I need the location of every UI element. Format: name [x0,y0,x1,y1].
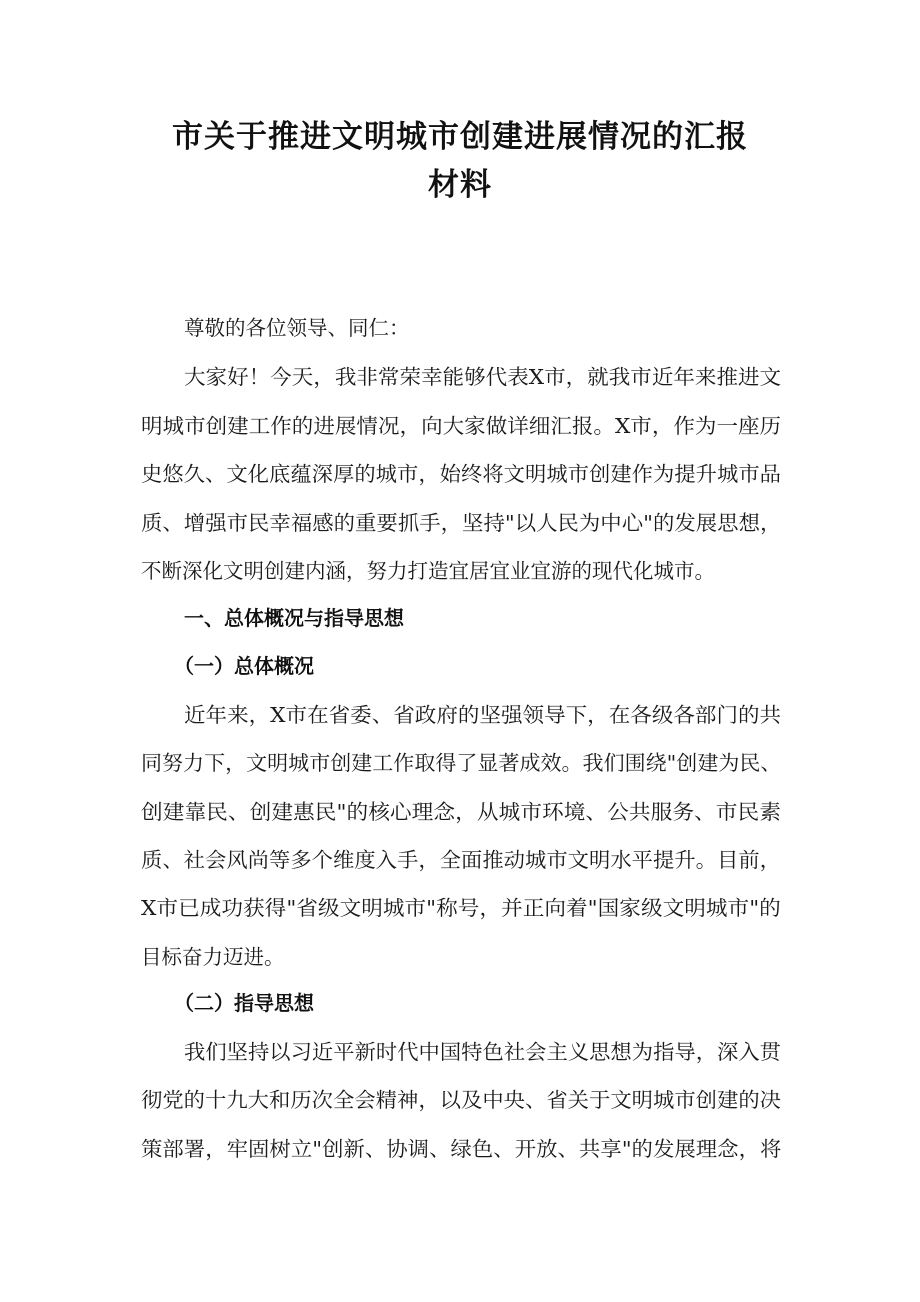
sub1-line-1: 近年来，X市在省委、省政府的坚强领导下，在各级各部门的共 [184,703,782,727]
sub2-line-1: 我们坚持以习近平新时代中国特色社会主义思想为指导，深入贯 [184,1040,781,1064]
sub1-line-6: 目标奋力迈进。 [141,945,285,969]
intro-line-2: 明城市创建工作的进展情况，向大家做详细汇报。X市，作为一座历 [141,414,782,438]
intro-line-3: 史悠久、文化底蕴深厚的城市，始终将文明城市创建作为提升城市品 [141,462,781,486]
sub1-line-2: 同努力下，文明城市创建工作取得了显著成效。我们围绕"创建为民、 [141,751,782,775]
subsection-1-heading: （一）总体概况 [174,654,314,678]
intro-line-5: 不断深化文明创建内涵，努力打造宜居宜业宜游的现代化城市。 [141,559,715,583]
section-1-heading: 一、总体概况与指导思想 [184,606,404,630]
sub1-line-4: 质、社会风尚等多个维度入手，全面推动城市文明水平提升。目前， [141,848,781,872]
subsection-2-heading: （二）指导思想 [174,991,314,1015]
sub1-line-3: 创建靠民、创建惠民"的核心理念，从城市环境、公共服务、市民素 [141,800,781,824]
document-title-line-1: 市关于推进文明城市创建进展情况的汇报 [172,119,748,155]
salutation: 尊敬的各位领导、同仁： [184,316,410,340]
sub2-line-2: 彻党的十九大和历次全会精神，以及中央、省关于文明城市创建的决 [141,1088,781,1112]
sub1-line-5: X市已成功获得"省级文明城市"称号，并正向着"国家级文明城市"的 [141,896,781,920]
document-title-line-2: 材料 [428,167,492,203]
intro-line-1: 大家好！今天，我非常荣幸能够代表X市，就我市近年来推进文 [184,365,782,389]
intro-line-4: 质、增强市民幸福感的重要抓手，坚持"以人民为中心"的发展思想， [141,511,782,535]
sub2-line-3: 策部署，牢固树立"创新、协调、绿色、开放、共享"的发展理念，将 [141,1137,782,1161]
